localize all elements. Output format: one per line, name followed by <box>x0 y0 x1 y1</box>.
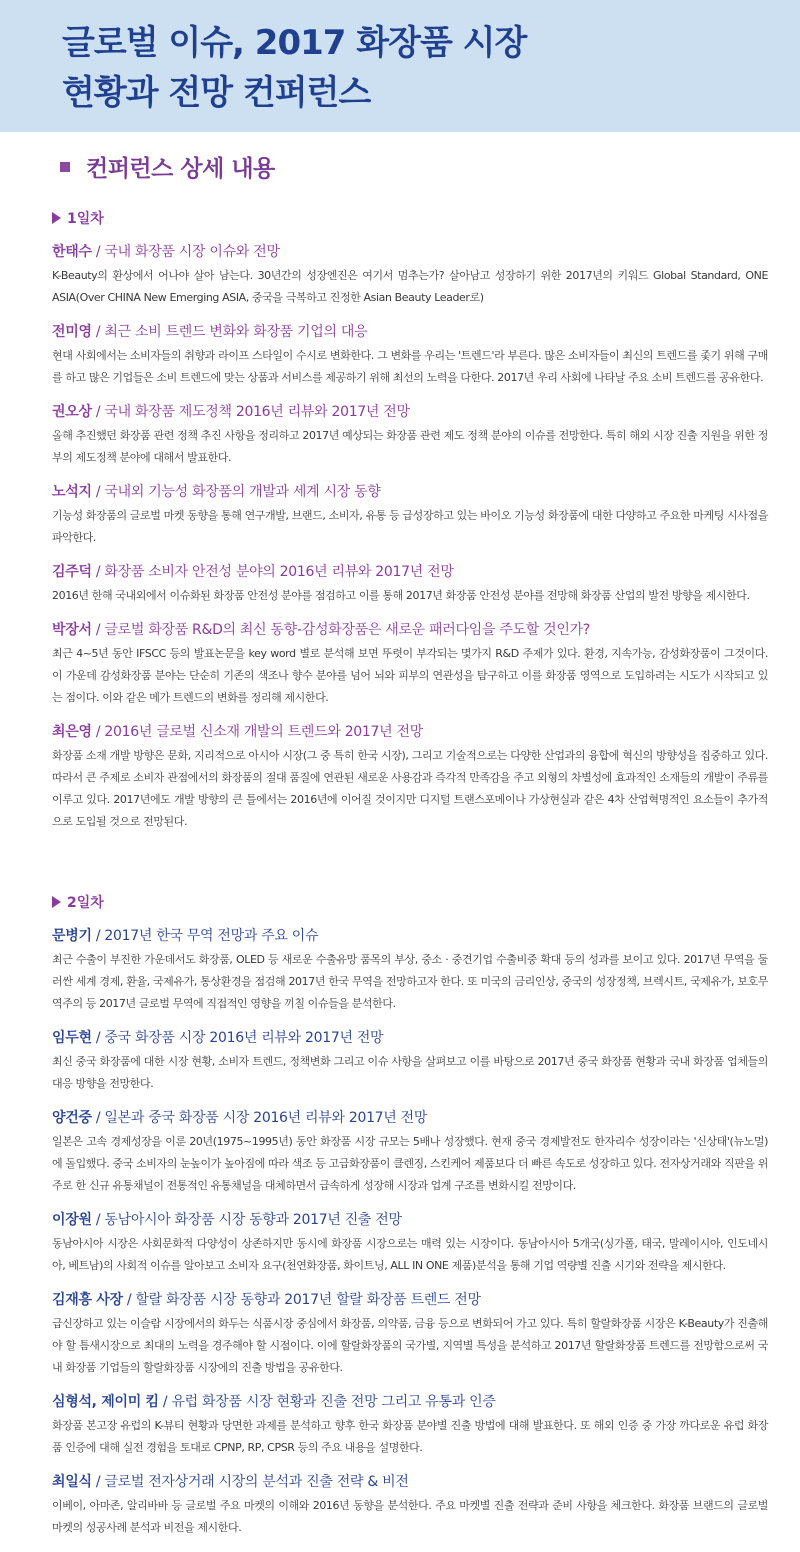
session-item <box>52 620 768 709</box>
session-description: 급신장하고 있는 이슬람 시장에서의 화두는 식품시장 중심에서 화장품, 의약품, 금융 등으로 변화되어 가고 있다. 특히 할랄화장품 시장은 K-Beauty가 진출해야 할 틈새시장으로 최대의 노력을 경주해야 할 시점이다. 이에 할랄화장품의 국가별, 지역별 특성을 분석하고 2017년 할랄화장품 트렌드를 전망함으로써 국내 화장품 기업들의 할랄화장품 시장에의 진출 방법을 공유한다. <box>52 1317 768 1374</box>
session-item <box>52 242 768 309</box>
speaker-name: 심형석, 제이미 킴 <box>52 1394 159 1410</box>
session-item <box>52 1392 768 1459</box>
section-heading <box>60 150 275 183</box>
session-heading <box>52 402 768 423</box>
triangle-right-icon <box>52 896 61 908</box>
session-description: K-Beauty의 환상에서 어나야 살아 남는다. 30년간의 성장엔진은 여기서 멈추는가? 살아남고 성장하기 위한 2017년의 키워드 Global Standard, ONE ASIA(Over CHINA New Emerging ASIA, 중국을 극복하고 진정한 Asian Beauty Leader로) <box>52 269 768 304</box>
triangle-right-icon <box>52 212 61 224</box>
session-description: 최신 중국 화장품에 대한 시장 현황, 소비자 트렌드, 정책변화 그리고 이슈 사항을 살펴보고 이를 바탕으로 2017년 중국 화장품 현황과 국내 화장품 업체들의 대응 방향을 전망한다. <box>52 1055 768 1090</box>
session-description: 기능성 화장품의 글로벌 마켓 동향을 통해 연구개발, 브랜드, 소비자, 유통 등 급성장하고 있는 바이오 기능성 화장품에 대한 다양하고 주요한 마케팅 시사점을 파악한다. <box>52 509 768 544</box>
speaker-name: 박장서 <box>52 622 92 638</box>
page-title <box>62 18 800 118</box>
speaker-name: 이장원 <box>52 1212 92 1228</box>
session-heading <box>52 482 768 503</box>
session-heading <box>52 1210 768 1231</box>
session-heading <box>52 242 768 263</box>
session-heading <box>52 562 768 583</box>
session-item <box>52 1108 768 1197</box>
day-2-label: 2일차 <box>52 892 768 912</box>
header-banner <box>0 0 800 132</box>
day-1-label: 1일차 <box>52 208 768 228</box>
session-heading <box>52 1028 768 1049</box>
session-topic: / 일본과 중국 화장품 시장 2016년 리뷰와 2017년 전망 <box>91 1110 428 1126</box>
speaker-name: 임두현 <box>52 1030 92 1046</box>
title-line-2: 현황과 전망 컨퍼런스 <box>62 73 371 113</box>
title-line-1: 글로벌 이슈, 2017 화장품 시장 <box>62 23 527 63</box>
speaker-name: 양건중 <box>52 1110 92 1126</box>
speaker-name: 최은영 <box>52 724 92 740</box>
session-description: 올해 추진했던 화장품 관련 정책 추진 사항을 정리하고 2017년 예상되는 화장품 관련 제도 정책 분야의 이슈를 전망한다. 특히 해외 시장 진출 지원을 위한 정부의 제도정책 분야에 대해서 발표한다. <box>52 429 768 464</box>
session-item <box>52 722 768 833</box>
speaker-name: 김주덕 <box>52 564 92 580</box>
session-heading <box>52 1392 768 1413</box>
speaker-name: 최일식 <box>52 1474 92 1490</box>
session-topic: / 국내 화장품 시장 이슈와 전망 <box>91 244 280 260</box>
session-description: 최근 4~5년 동안 IFSCC 등의 발표논문을 key word 별로 분석해 보면 뚜렷이 부각되는 몇가지 R&D 주제가 있다. 환경, 지속가능, 감성화장품이 그것이다. 이 가운데 감성화장품 분야는 단순히 기존의 색조나 향수 분야를 넘어 뇌와 피부의 연관성을 탐구하고 이를 화장품 영역으로 도입하려는 시도가 시작되고 있는 점이다. 이와 같은 메가 트렌드의 변화를 정리해 제시한다. <box>52 647 768 704</box>
day-2-section <box>52 892 768 1539</box>
session-heading <box>52 722 768 743</box>
session-item <box>52 402 768 469</box>
session-description: 현대 사회에서는 소비자들의 취향과 라이프 스타일이 수시로 변화한다. 그 변화를 우리는 '트렌드'라 부른다. 많은 소비자들이 최신의 트렌드를 좇기 위해 구매를 하고 많은 기업들은 소비 트렌드에 맞는 상품과 서비스를 제공하기 위해 최선의 노력을 다한다. 2017년 우리 사회에 나타날 주요 소비 트렌드를 공유한다. <box>52 349 768 384</box>
speaker-name: 한태수 <box>52 244 92 260</box>
square-bullet-icon <box>60 162 70 172</box>
session-topic: / 유럽 화장품 시장 현황과 진출 전망 그리고 유통과 인증 <box>158 1394 496 1410</box>
speaker-name: 문병기 <box>52 928 92 944</box>
speaker-name: 김재흥 사장 <box>52 1292 123 1308</box>
session-description: 일본은 고속 경제성장을 이룬 20년(1975~1995년) 동안 화장품 시장 규모는 5배나 성장했다. 현재 중국 경제발전도 한자리수 성장이라는 '신상태'(뉴노멀)에 돌입했다. 중국 소비자의 눈높이가 높아짐에 따라 색조 등 고급화장품이 클렌징, 스킨케어 제품보다 더 빠른 속도로 성장하고 있다. 전자상거래와 직판을 위주로 한 신규 유통채널이 전통적인 유통채널을 대체하면서 급속하게 성장해 시장과 업계 구조를 변화시킬 전망이다. <box>52 1135 768 1192</box>
session-heading <box>52 322 768 343</box>
speaker-name: 노석지 <box>52 484 92 500</box>
conference-schedule <box>52 200 768 1552</box>
session-item <box>52 1210 768 1277</box>
session-item <box>52 1472 768 1539</box>
session-item <box>52 322 768 389</box>
session-description: 최근 수출이 부진한 가운데서도 화장품, OLED 등 새로운 수출유망 품목의 부상, 중소 · 중견기업 수출비중 확대 등의 성과를 보이고 있다. 2017년 무역을 둘러싼 세계 경제, 환율, 국제유가, 통상환경을 점검해 2017년 한국 무역을 전망하고자 한다. 또 미국의 금리인상, 중국의 성장정책, 브렉시트, 국제유가, 보호무역주의 등 2017년 글로벌 무역에 직접적인 영향을 끼칠 이슈들을 분석한다. <box>52 953 768 1010</box>
section-title-text: 컨퍼런스 상세 내용 <box>86 156 275 182</box>
session-item <box>52 1290 768 1379</box>
session-description: 화장품 소재 개발 방향은 문화, 지리적으로 아시아 시장(그 중 특히 한국 시장), 그리고 기술적으로는 다양한 산업과의 융합에 혁신의 방향성을 집중하고 있다. 따라서 큰 주제로 소비자 관점에서의 화장품의 절대 품질에 연관된 새로운 사용감과 즉각적 만족감을 주고 외형의 차별성에 효과적인 소재들의 개발이 주류를 이루고 있다. 2017년에도 개발 방향의 큰 틀에서는 2016년에 이어질 것이지만 디지털 트랜스포메이나 가상현실과 같은 4차 산업혁명적인 요소들이 추가적으로 도입될 것으로 전망된다. <box>52 749 768 828</box>
session-topic: / 국내외 기능성 화장품의 개발과 세계 시장 동향 <box>91 484 381 500</box>
session-topic: / 2017년 한국 무역 전망과 주요 이슈 <box>91 928 319 944</box>
session-heading <box>52 1472 768 1493</box>
session-heading <box>52 1290 768 1311</box>
session-heading <box>52 620 768 641</box>
session-description: 화장품 본고장 유럽의 K-뷰티 현황과 당면한 과제를 분석하고 향후 한국 화장품 분야별 진출 방법에 대해 발표한다. 또 해외 인증 중 가장 까다로운 유럽 화장품 인증에 대해 실전 경험을 토대로 CPNP, RP, CPSR 등의 주요 내용을 설명한다. <box>52 1419 768 1454</box>
session-description: 이베이, 아마존, 알리바바 등 글로벌 주요 마켓의 이해와 2016년 동향을 분석한다. 주요 마켓별 진출 전략과 준비 사항을 체크한다. 화장품 브랜드의 글로벌 마켓의 성공사례 분석과 비전을 제시한다. <box>52 1499 768 1534</box>
session-heading <box>52 926 768 947</box>
session-topic: / 최근 소비 트렌드 변화와 화장품 기업의 대응 <box>91 324 368 340</box>
session-topic: / 2016년 글로벌 신소재 개발의 트렌드와 2017년 전망 <box>91 724 423 740</box>
session-topic: / 중국 화장품 시장 2016년 리뷰와 2017년 전망 <box>91 1030 384 1046</box>
day-2-items <box>52 926 768 1539</box>
session-item <box>52 562 768 607</box>
speaker-name: 전미영 <box>52 324 92 340</box>
session-topic: / 동남아시아 화장품 시장 동향과 2017년 진출 전망 <box>91 1212 402 1228</box>
session-description: 2016년 한해 국내외에서 이슈화된 화장품 안전성 분야를 점검하고 이를 통해 2017년 화장품 안전성 분야를 전망해 화장품 산업의 발전 방향을 제시한다. <box>52 589 750 602</box>
session-topic: / 국내 화장품 제도정책 2016년 리뷰와 2017년 전망 <box>91 404 410 420</box>
session-topic: / 글로벌 화장품 R&D의 최신 동향-감성화장품은 새로운 패러다임을 주도할 것인가? <box>91 622 590 638</box>
speaker-name: 권오상 <box>52 404 92 420</box>
session-topic: / 글로벌 전자상거래 시장의 분석과 진출 전략 & 비전 <box>91 1474 409 1490</box>
session-item <box>52 926 768 1015</box>
session-topic: / 화장품 소비자 안전성 분야의 2016년 리뷰와 2017년 전망 <box>91 564 454 580</box>
session-item <box>52 1028 768 1095</box>
session-topic: / 할랄 화장품 시장 동향과 2017년 할랄 화장품 트렌드 전망 <box>122 1292 481 1308</box>
session-description: 동남아시아 시장은 사회문화적 다양성이 상존하지만 동시에 화장품 시장으로는 매력 있는 시장이다. 동남아시아 5개국(싱가폴, 태국, 말레이시아, 인도네시아, 베트남)의 사회적 이슈를 알아보고 소비자 요구(천연화장품, 화이트닝, ALL IN ONE 제품)분석을 통해 기업 역량별 진출 시기와 전략을 제시한다. <box>52 1237 768 1272</box>
session-heading <box>52 1108 768 1129</box>
session-item <box>52 482 768 549</box>
day-1-items <box>52 242 768 833</box>
day-1-section <box>52 208 768 833</box>
